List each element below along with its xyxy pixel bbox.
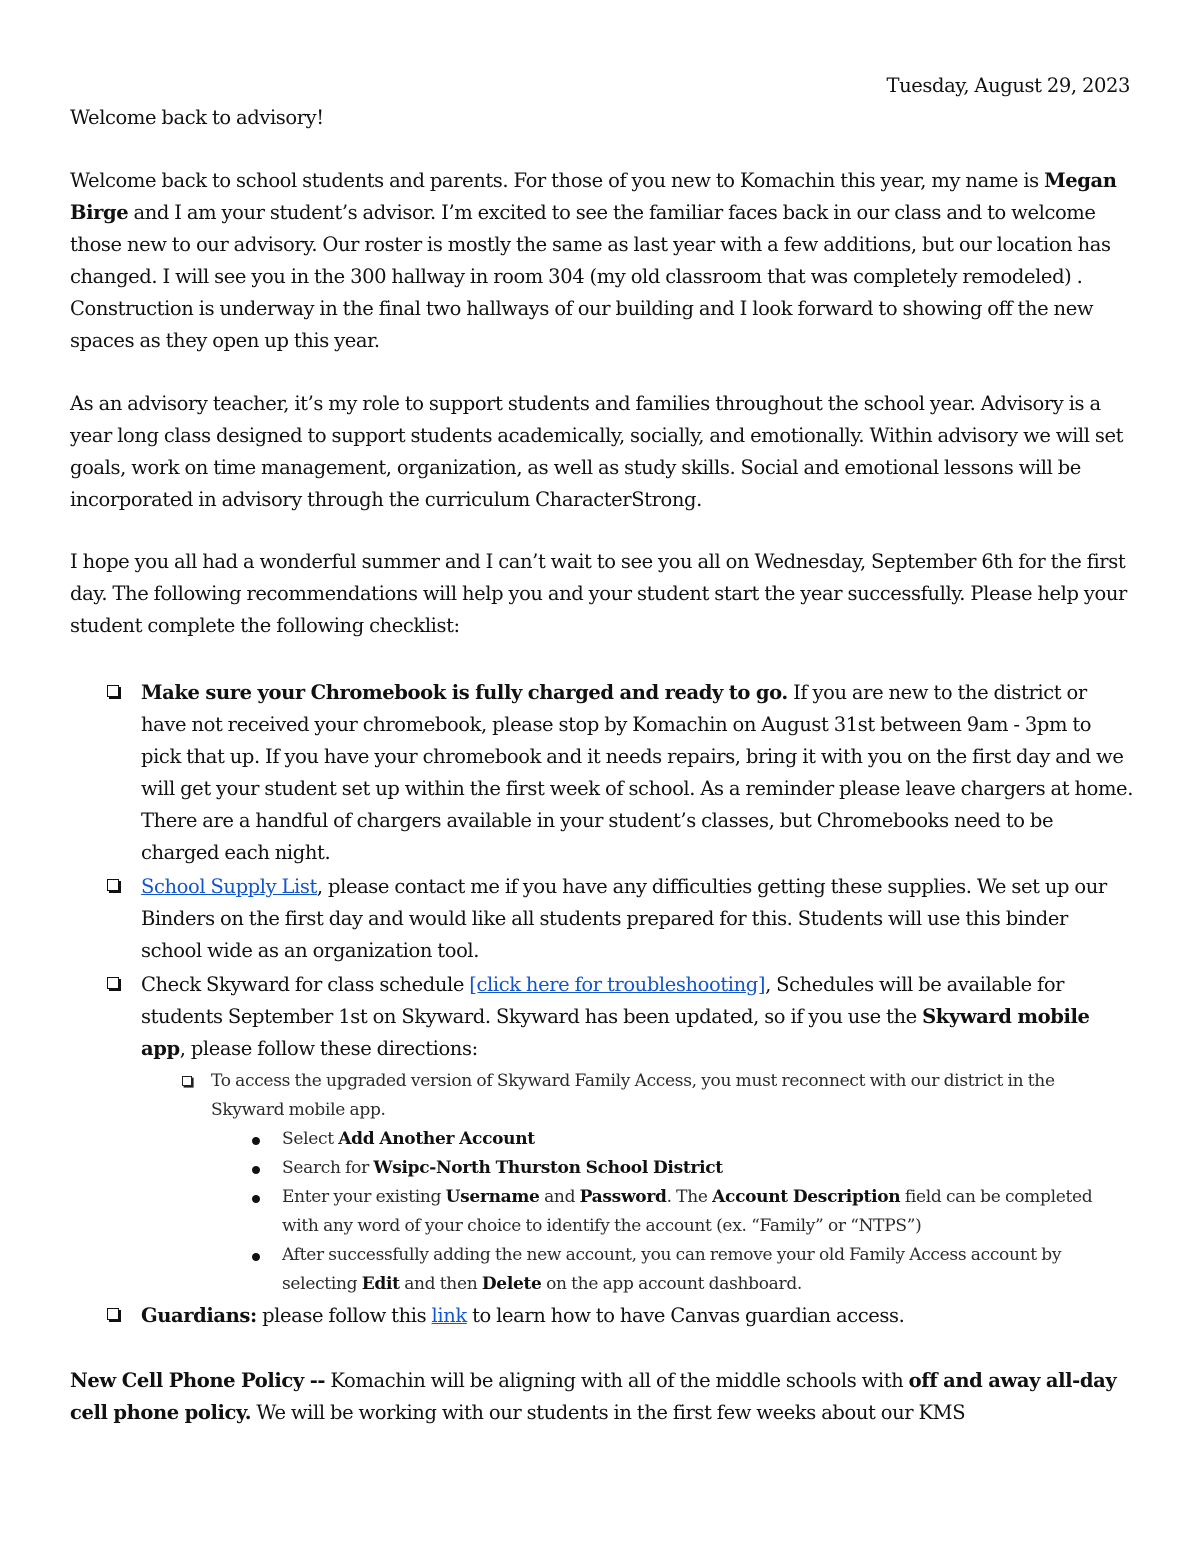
checkbox-icon (182, 1076, 192, 1086)
document-page: Tuesday, August 29, 2023 Welcome back to advisory! Welcome back to school students and parents. For those of you new to Komachin this year, my name is Megan Birge and I am your student’s advisor. I’m excited to see the familiar faces back in our class and to welcome those new to our advisory. Our roster is mostly the same as last year with a few additions, but our location has changed. I will see you in the 300 hallway in room 304 (my old classroom that was completely remodeled) . Construction is underway in the final two hallways of our building and I look forward to showing off the new spaces as they open up this year. As an advisory teacher, it’s my role to support students and families throughout the school year. Advisory is a year long class designed to support students academically, socially, and emotionally. Within advisory we will set goals, work on time management, organization, as well as study skills. Social and emotional lessons will be incorporated in advisory through the curriculum CharacterStrong. I hope you all had a wonderful summer and I can’t wait to see you all on Wednesday, September 6th for the first day. The following recommendations will help you and your student start the year successfully. Please help your student complete the following checklist: Make sure your Chromebook is fully charged and ready to go. If you are new to the district or have not received your chromebook, please stop by Komachin on August 31st between 9am - 3pm to pick that up. If you have your chromebook and it needs repairs, bring it with you on the first day and we will get your student set up within the first week of school. As a reminder please leave chargers at home. There are a handful of chargers available in your student’s classes, but Chromebooks need to be charged each night. School Supply List, please contact me if you have any difficulties getting these supplies. We set up our Binders on the first day and would like all students prepared for this. Students will use this binder school wide as an organization tool. Check Skyward for class schedule [click here for troubleshooting], Schedules will be available for students September 1st on Skyward. Skyward has been updated, so if you use the Skyward mobile app, please follow these directions: To access the upgraded version of Skyward Family Access, you must reconnect with our district in the Skyward mobile app. Select Add Another Account Search for Wsipc-North Thurston School District Enter your existing Username and Password. The Account Description field can be completed with any word of your choice to identify the account (ex. “Family” or “NTPS”) After successfully adding the new account, you can remove your old Family Access account by selecting Edit and then Delete on the app account dashboard. Guardians: please follow this link to learn how to have Canvas guardian access. New Cell Phone Policy -- Komachin will be aligning with all of the middle schools with off and away all-day cell phone policy. We will be working with our students in the first few weeks about our KMS (0, 0, 1200, 1553)
school-supply-list-link[interactable]: School Supply List (141, 875, 317, 898)
bullet-icon (252, 1253, 260, 1261)
step-add-account: Select Add Another Account (282, 1129, 535, 1149)
letter-date: Tuesday, August 29, 2023 (886, 74, 1130, 97)
canvas-guardian-link[interactable]: link (431, 1304, 467, 1327)
step-enter-credentials: Enter your existing Username and Password. The Account Description field can be completed with any word of your choice to identify the account (ex. “Family” or “NTPS”) (282, 1187, 1093, 1236)
advisor-name: Megan Birge (70, 169, 1117, 224)
checkbox-icon (107, 879, 119, 891)
greeting: Welcome back to advisory! (70, 106, 324, 129)
checkbox-icon (107, 685, 119, 697)
cell-phone-policy-paragraph: New Cell Phone Policy -- Komachin will be aligning with all of the middle schools with off and away all-day cell phone policy. We will be working with our students in the first few weeks about our KMS (70, 1369, 1117, 1424)
troubleshooting-link[interactable]: [click here for troubleshooting] (469, 973, 766, 996)
summer-paragraph: I hope you all had a wonderful summer and I can’t wait to see you all on Wednesday, September 6th for the first day. The following recommendations will help you and your student start the year successfully. Please help your student complete the following checklist: (70, 550, 1127, 637)
step-search-district: Search for Wsipc-North Thurston School District (282, 1158, 723, 1178)
welcome-paragraph: Welcome back to school students and parents. For those of you new to Komachin this year, my name is Megan Birge and I am your student’s advisor. I’m excited to see the familiar faces back in our class and to welcome those new to our advisory. Our roster is mostly the same as last year with a few additions, but our location has changed. I will see you in the 300 hallway in room 304 (my old classroom that was completely remodeled) . Construction is underway in the final two hallways of our building and I look forward to showing off the new spaces as they open up this year. (70, 169, 1117, 352)
checkbox-icon (107, 977, 119, 989)
bullet-icon (252, 1195, 260, 1203)
checkbox-icon (107, 1308, 119, 1320)
bullet-icon (252, 1166, 260, 1174)
step-remove-old-account: After successfully adding the new account, you can remove your old Family Access account by selecting Edit and then Delete on the app account dashboard. (282, 1245, 1062, 1294)
advisory-paragraph: As an advisory teacher, it’s my role to support students and families throughout the school year. Advisory is a year long class designed to support students academically, socially, and emotionally. Within advisory we will set goals, work on time management, organization, as well as study skills. Social and emotional lessons will be incorporated in advisory through the curriculum CharacterStrong. (70, 392, 1124, 511)
skyward-sub-item: To access the upgraded version of Skyward Family Access, you must reconnect with our district in the Skyward mobile app. (211, 1071, 1055, 1120)
bullet-icon (252, 1137, 260, 1145)
